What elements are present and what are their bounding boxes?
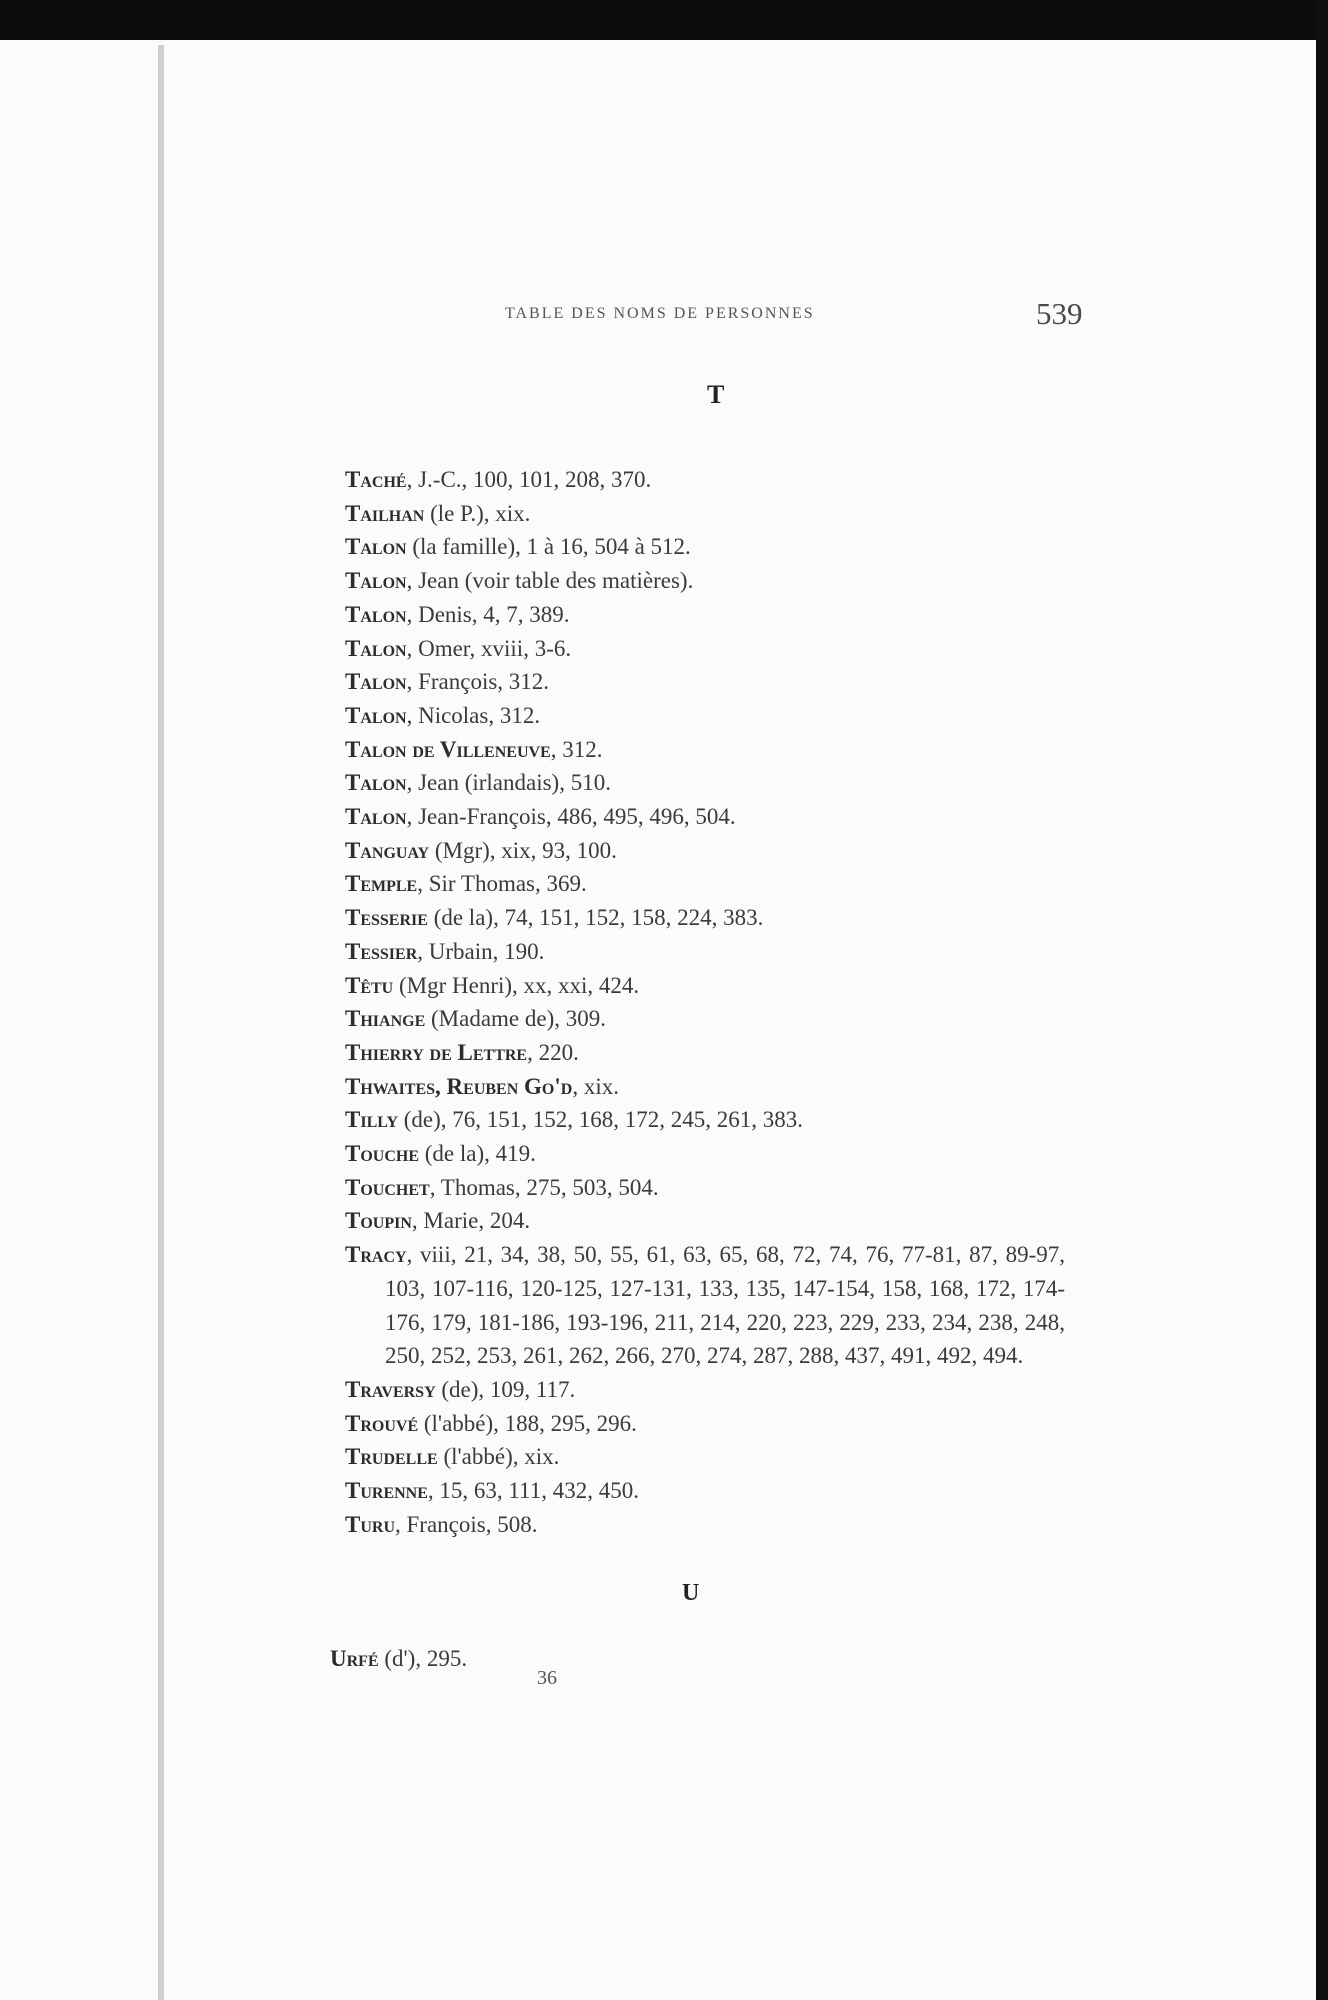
entry-name: Temple bbox=[345, 871, 418, 897]
entry-references: (d'), 295. bbox=[378, 1646, 468, 1671]
entry-references: (Mgr), xix, 93, 100. bbox=[429, 837, 617, 863]
entry-references: (le P.), xix. bbox=[424, 500, 531, 526]
index-entry bbox=[345, 969, 1065, 1003]
entry-name: Trouvé bbox=[345, 1410, 419, 1436]
index-entry bbox=[345, 1036, 1065, 1070]
signature-mark: 36 bbox=[537, 1667, 557, 1689]
entry-references: (l'abbé), 188, 295, 296. bbox=[418, 1410, 637, 1436]
entry-name: Talon bbox=[345, 601, 407, 627]
entry-name: Touche bbox=[345, 1141, 420, 1167]
entry-name: Toupin bbox=[345, 1208, 412, 1234]
index-entry bbox=[345, 1070, 1065, 1104]
entry-name: Tailhan bbox=[345, 500, 425, 526]
section-letter-t: T bbox=[707, 380, 725, 409]
index-entry bbox=[345, 1440, 1065, 1474]
entry-name: Touchet bbox=[345, 1174, 430, 1200]
entry-name: Trudelle bbox=[345, 1444, 438, 1470]
index-entry bbox=[345, 497, 1065, 531]
entry-references: , Thomas, 275, 503, 504. bbox=[429, 1174, 659, 1200]
running-head: TABLE DES NOMS DE PERSONNES bbox=[505, 305, 815, 322]
entry-references: , François, 508. bbox=[395, 1511, 538, 1537]
entry-name: Tilly bbox=[345, 1107, 398, 1133]
entry-references: , Denis, 4, 7, 389. bbox=[406, 601, 570, 627]
entry-name: Talon bbox=[345, 669, 407, 695]
index-entry bbox=[345, 699, 1065, 733]
entry-name: Taché bbox=[345, 467, 407, 492]
entry-name: Talon bbox=[345, 702, 407, 728]
entry-references: , xix. bbox=[572, 1073, 619, 1099]
entry-references: (Madame de), 309. bbox=[425, 1006, 606, 1032]
index-entry bbox=[345, 733, 1065, 767]
index-entry bbox=[345, 935, 1065, 969]
section-letter-u: U bbox=[682, 1580, 700, 1606]
index-entry bbox=[345, 1171, 1065, 1205]
entry-name: Urfé bbox=[330, 1646, 379, 1671]
index-entry bbox=[345, 1204, 1065, 1238]
entry-name: Talon bbox=[345, 534, 407, 560]
entry-references: , Jean (irlandais), 510. bbox=[406, 770, 611, 796]
index-entry bbox=[345, 530, 1065, 564]
index-entry bbox=[345, 1407, 1065, 1441]
index-entry bbox=[345, 800, 1065, 834]
entry-references: , Jean-François, 486, 495, 496, 504. bbox=[406, 804, 736, 830]
entry-name: Talon bbox=[345, 635, 407, 661]
index-entry bbox=[345, 632, 1065, 666]
scan-top-border bbox=[0, 0, 1328, 40]
index-entry bbox=[345, 901, 1065, 935]
index-entry bbox=[345, 1137, 1065, 1171]
entry-name: Tessier bbox=[345, 938, 418, 964]
index-entry bbox=[345, 834, 1065, 868]
entry-name: Thierry de Lettre bbox=[345, 1039, 528, 1065]
entry-references: (de la), 74, 151, 152, 158, 224, 383. bbox=[427, 905, 764, 931]
index-entry bbox=[345, 463, 1065, 497]
entry-references: (la famille), 1 à 16, 504 à 512. bbox=[406, 534, 691, 560]
page-number: 539 bbox=[1036, 296, 1083, 331]
index-entry bbox=[345, 1373, 1065, 1407]
entry-references: (l'abbé), xix. bbox=[437, 1444, 560, 1470]
index-entry bbox=[345, 867, 1065, 901]
entry-name: Talon bbox=[345, 770, 407, 796]
entry-references: , J.-C., 100, 101, 208, 370. bbox=[406, 467, 652, 492]
entry-name: Talon bbox=[345, 804, 407, 830]
index-entry bbox=[345, 1103, 1065, 1137]
index-entry bbox=[345, 564, 1065, 598]
entry-references: , Jean (voir table des matières). bbox=[406, 568, 694, 594]
index-entry bbox=[330, 1642, 1050, 1676]
entry-name: Turenne bbox=[345, 1478, 428, 1504]
entry-name: Talon de Villeneuve bbox=[345, 736, 551, 762]
entry-name: Thwaites, Reuben Go'd bbox=[345, 1073, 573, 1099]
entry-references: , 15, 63, 111, 432, 450. bbox=[427, 1478, 639, 1504]
entry-name: Tesserie bbox=[345, 905, 428, 931]
entry-references: (Mgr Henri), xx, xxi, 424. bbox=[393, 972, 640, 998]
entry-references: , Urbain, 190. bbox=[417, 938, 545, 964]
index-list-u bbox=[330, 1642, 1050, 1676]
entry-name: Turu bbox=[345, 1511, 396, 1537]
entry-name: Traversy bbox=[345, 1376, 436, 1402]
entry-references: , Nicolas, 312. bbox=[406, 702, 541, 728]
entry-references: , Marie, 204. bbox=[411, 1208, 531, 1234]
entry-references: , Sir Thomas, 369. bbox=[417, 871, 587, 897]
index-entry bbox=[345, 1508, 1065, 1542]
entry-name: Thiange bbox=[345, 1006, 426, 1032]
entry-name: Tanguay bbox=[345, 837, 430, 863]
entry-references: (de la), 419. bbox=[419, 1141, 536, 1167]
entry-references: , Omer, xviii, 3-6. bbox=[406, 635, 572, 661]
index-entry bbox=[345, 766, 1065, 800]
scan-right-border bbox=[1316, 0, 1328, 2000]
page-fold-line bbox=[158, 45, 164, 2000]
entry-references: (de), 76, 151, 152, 168, 172, 245, 261, 383. bbox=[398, 1107, 804, 1133]
index-entry bbox=[345, 665, 1065, 699]
index-entry bbox=[345, 1474, 1065, 1508]
entry-references: , 220. bbox=[527, 1039, 579, 1065]
entry-name: Talon bbox=[345, 568, 407, 594]
entry-references: , 312. bbox=[550, 736, 603, 762]
entry-references: , viii, 21, 34, 38, 50, 55, 61, 63, 65, 68, 72, 74, 76, 77-81, 87, 89-97, 103, 107-116, 120-125, 127-131, 133, 135, 147-154, 158, 168, 172, 174-176, 179, 181-186, 193-196, 211, 214, 220, 223, 229, 233, 234, 238, 248, 250, 252, 253, 261, 262, 266, 270, 274, 287, 288, 437, 491, 492, 494. bbox=[385, 1242, 1065, 1369]
entry-references: , François, 312. bbox=[406, 669, 550, 695]
index-entry bbox=[345, 598, 1065, 632]
entry-name: Têtu bbox=[345, 972, 394, 998]
entry-references: (de), 109, 117. bbox=[435, 1376, 576, 1402]
index-list-t bbox=[345, 463, 1065, 1542]
index-entry bbox=[345, 1238, 1065, 1373]
entry-name: Tracy bbox=[345, 1242, 407, 1268]
index-entry bbox=[345, 1002, 1065, 1036]
